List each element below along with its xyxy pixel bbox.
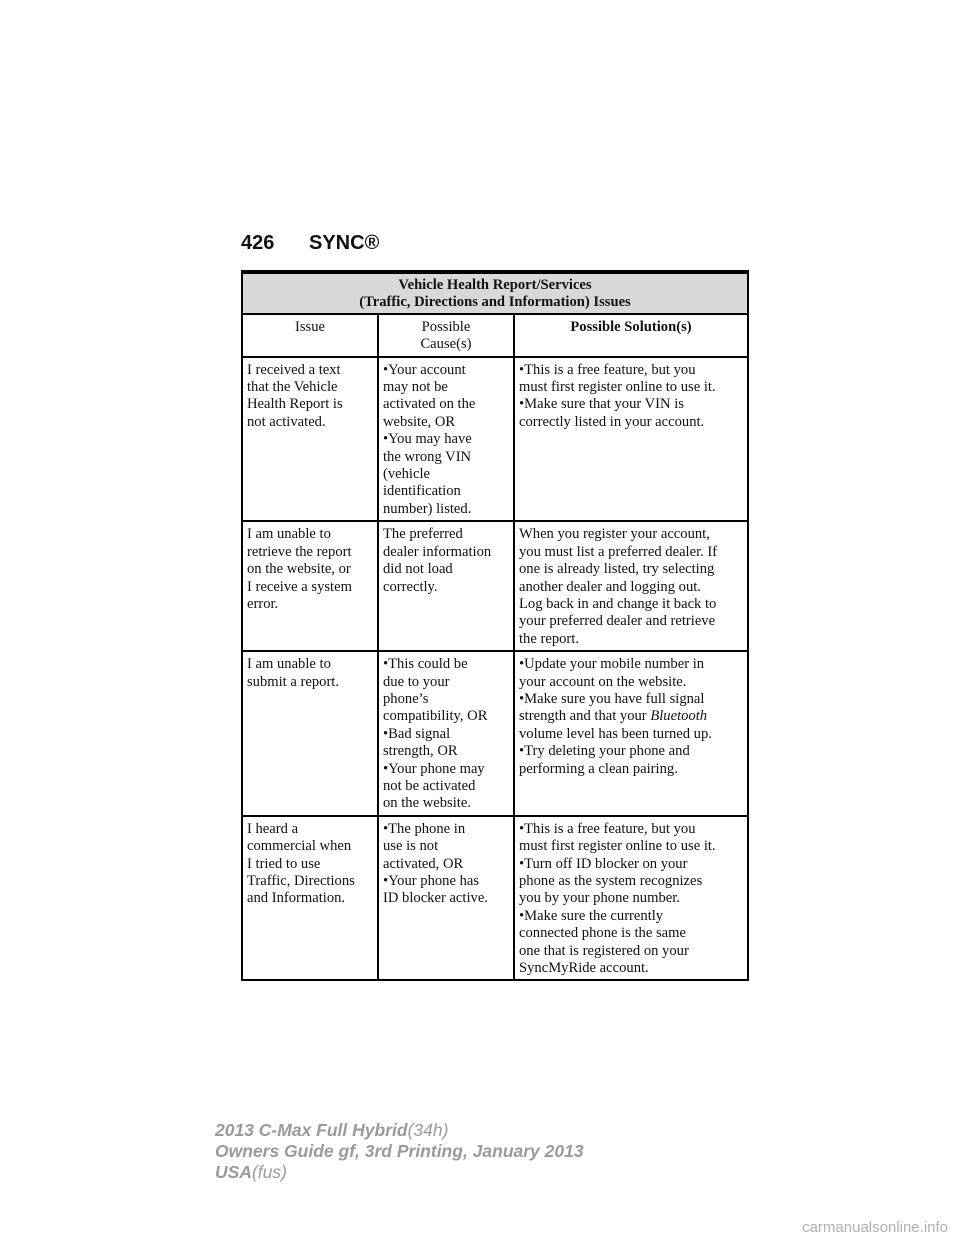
cell-solution: When you register your account, you must list a preferred dealer. If one is already listed, try selecting another dealer and logging out. Log back in and change it back to your preferred dealer and retrieve the report. (514, 521, 748, 651)
cell-issue: I heard a commercial when I tried to use Traffic, Directions and Information. (242, 816, 378, 981)
cell-solution: •This is a free feature, but you must first register online to use it. •Make sure that your VIN is correctly listed in your account. (514, 357, 748, 522)
cell-solution: •Update your mobile number in your account on the website. •Make sure you have full signal strength and that your Bluetooth volume level has been turned up. •Try deleting your phone and performing a clean pairing. (514, 651, 748, 816)
cell-issue: I am unable to retrieve the report on the website, or I receive a system error. (242, 521, 378, 651)
cell-cause: The preferred dealer information did not load correctly. (378, 521, 514, 651)
cell-cause: •Your account may not be activated on the website, OR •You may have the wrong VIN (vehicle identification number) listed. (378, 357, 514, 522)
table-row (242, 521, 748, 651)
column-header-solution: Possible Solution(s) (514, 314, 748, 357)
cell-issue: I am unable to submit a report. (242, 651, 378, 816)
section-title: SYNC® (309, 232, 380, 254)
table-body (242, 357, 748, 981)
table-row (242, 816, 748, 981)
watermark: carmanualsonline.info (802, 1219, 948, 1236)
cell-solution: •This is a free feature, but you must first register online to use it. •Turn off ID blocker on your phone as the system recognizes you by your phone number. •Make sure the currently connected phone is the same one that is registered on your SyncMyRide account. (514, 816, 748, 981)
column-header-cause: Possible Cause(s) (378, 314, 514, 357)
page-number: 426 (241, 232, 275, 254)
issues-table (241, 272, 749, 981)
column-header-issue: Issue (242, 314, 378, 357)
cell-cause: •This could be due to your phone’s compatibility, OR •Bad signal strength, OR •Your phone may not be activated on the website. (378, 651, 514, 816)
cell-cause: •The phone in use is not activated, OR •Your phone has ID blocker active. (378, 816, 514, 981)
cell-issue: I received a text that the Vehicle Health Report is not activated. (242, 357, 378, 522)
page-header (241, 228, 749, 272)
table-row (242, 357, 748, 522)
table-title: Vehicle Health Report/Services (Traffic, Directions and Information) Issues (242, 273, 748, 314)
table-row (242, 651, 748, 816)
document-footer: 2013 C-Max Full Hybrid(34h) Owners Guide gf, 3rd Printing, January 2013 USA(fus) (215, 1120, 584, 1182)
